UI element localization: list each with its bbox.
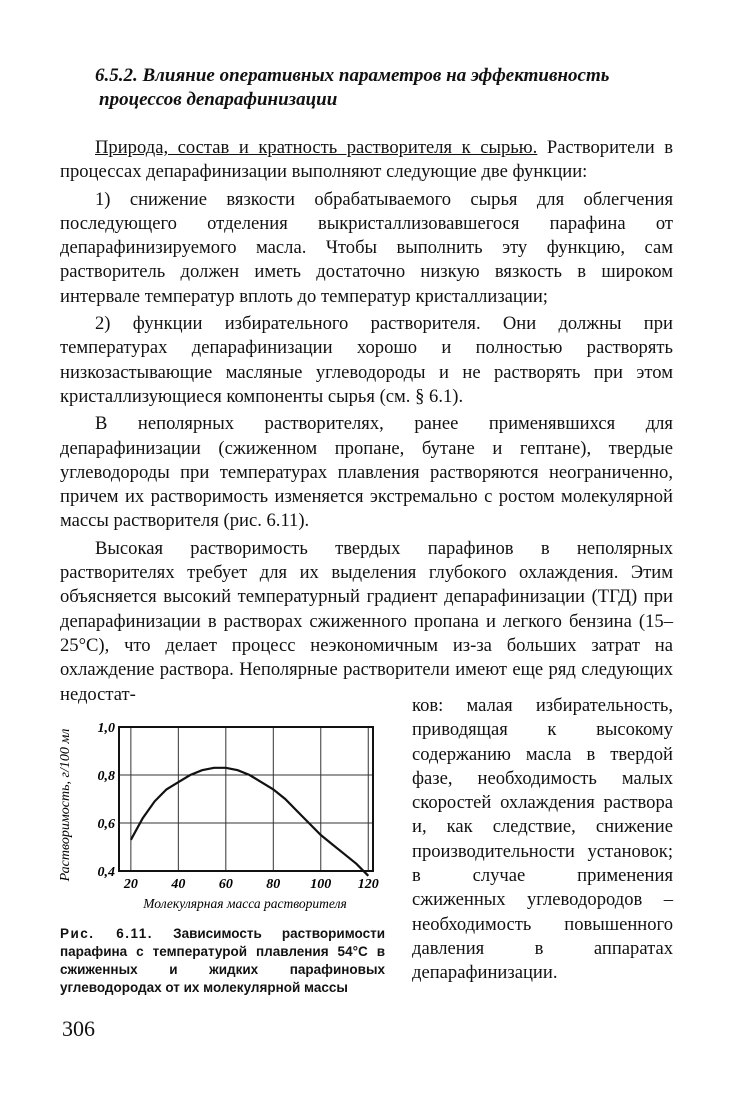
- y-tick-label: 0,8: [97, 769, 115, 784]
- section-heading: [95, 64, 695, 112]
- y-tick-labels: [98, 721, 116, 880]
- x-tick-label: 60: [218, 877, 233, 892]
- paragraph-5-continued: ков: малая избирательность, приводящая к высокому содержанию масла в твердой фазе, необходимость малых скоростей охлаждения раствора и, как следствие, снижение производительности установок; в случае применения сжиженных углеводородов – необходимость повышенного давления в аппаратах депарафинизации.: [412, 695, 673, 984]
- y-tick-label: 0,6: [97, 817, 115, 832]
- figure-caption: [60, 925, 385, 997]
- section-heading-line2: процессов депарафинизации: [99, 89, 338, 110]
- y-axis-label: Растворимость, г/100 мл: [58, 728, 73, 882]
- x-tick-label: 80: [266, 877, 281, 892]
- paragraph-1-rest: Растворители в процессах депарафинизации выполняют следующие две функции:: [60, 137, 673, 183]
- paragraph-5: Высокая растворимость твердых парафинов в неполярных растворителях требует для их выделения глубокого охлаждения. Этим объясняется высокий температурный градиент депарафинизации (ТГД) при депарафинизации в растворах сжиженного пропана и легкого бензина (15–25°С), что делает процесс неэкономичным из-за больших затрат на охлаждение раствора. Неполярные растворители имеют еще ряд следующих недостат-: [60, 537, 673, 705]
- x-tick-label: 20: [123, 877, 138, 892]
- paragraph-5-continued-column: [412, 694, 673, 986]
- body-text: [60, 136, 673, 710]
- section-heading-line1: 6.5.2. Влияние оперативных параметров на эффективность: [95, 65, 610, 86]
- solubility-chart: [55, 715, 385, 925]
- paragraph-1-underlined: Природа, состав и кратность растворителя к сырью.: [95, 137, 538, 158]
- paragraph-3: 2) функции избирательного растворителя. Они должны при температурах депарафинизации хорошо и полностью растворять низкозастывающие масляные углеводороды и не растворять при этом кристаллизующиеся компоненты сырья (см. § 6.1).: [60, 313, 673, 407]
- y-tick-label: 1,0: [97, 721, 115, 736]
- solubility-curve: [131, 768, 368, 876]
- paragraph-4: В неполярных растворителях, ранее применявшихся для депарафинизации (сжиженном пропане, бутане и гептане), твердые углеводороды при температурах плавления растворяются неограниченно, причем их растворимость изменяется экстремально с ростом молекулярной массы растворителя (рис. 6.11).: [60, 413, 673, 532]
- x-tick-label: 100: [310, 877, 332, 892]
- figure-caption-text: Зависимость растворимости парафина с температурой плавления 54°С в сжиженных и жидких парафиновых углеводородах от их молекулярной массы: [60, 926, 385, 995]
- x-tick-label: 120: [357, 877, 379, 892]
- page-number: 306: [62, 1016, 95, 1041]
- paragraph-2: 1) снижение вязкости обрабатываемого сырья для облегчения последующего отделения выкристаллизовавшегося парафина от депарафинизируемого масла. Чтобы выполнить эту функцию, сам растворитель должен иметь достаточно низкую вязкость в широком интервале температур вплоть до температур кристаллизации;: [60, 188, 673, 307]
- paragraph-1: [60, 136, 673, 185]
- y-tick-label: 0,4: [97, 865, 115, 880]
- figure-caption-lead: Рис. 6.11.: [60, 926, 153, 941]
- x-tick-labels: [123, 877, 379, 892]
- x-tick-label: 40: [171, 877, 186, 892]
- x-axis-label: Молекулярная масса растворителя: [143, 896, 347, 911]
